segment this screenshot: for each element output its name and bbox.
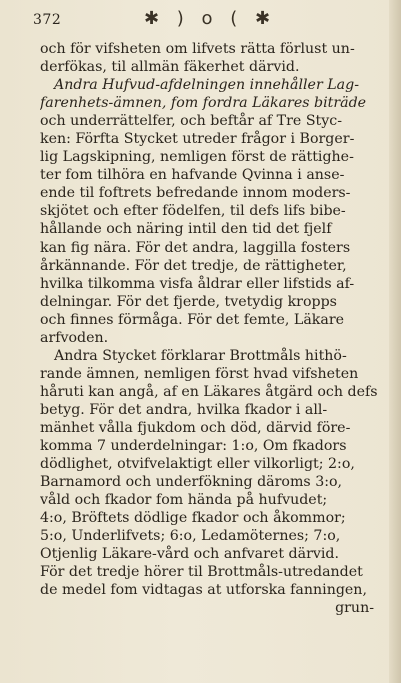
text-line: farenhets-ämnen, fom fordra Läkares biträde <box>40 95 367 112</box>
text-line: de medel fom vidtagas at utforska fanningen, <box>40 582 367 599</box>
text-line: betyg. För det andra, hvilka fkador i all- <box>40 401 328 418</box>
text-line: delningar. För det fjerde, tvetydig kropps <box>40 293 337 310</box>
text-line: årkännande. För det tredje, de rättigheter, <box>40 257 347 274</box>
text-line: hvilka tilkomma visfa åldrar eller lifstids af- <box>40 275 355 292</box>
page-edge <box>389 0 401 683</box>
text-line: rande ämnen, nemligen först hvad vifsheten <box>40 365 359 382</box>
text-line: komma 7 underdelningar: 1:o, Om fkadors <box>40 438 347 455</box>
text-line: och underrättelfer, och beftår af Tre Styc- <box>40 113 342 130</box>
text-line: 4:o, Bröftets dödlige fkador och åkommor; <box>40 510 346 527</box>
text-line: och för vifsheten om lifvets rätta förlust un- <box>40 41 355 57</box>
text-line: ter fom tilhöra en hafvande Qvinna i anse- <box>40 167 345 184</box>
text-line: våld och fkador fom hända på hufvudet; <box>40 492 328 509</box>
text-line: skjötet och efter födelfen, til defs lifs bibe- <box>40 203 346 220</box>
text-line: Barnamord och underfökning däroms 3:o, <box>40 474 343 491</box>
text-line: grun- <box>335 600 374 617</box>
page-number: 372 <box>33 12 62 28</box>
text-line: dödlighet, otvifvelaktigt eller vilkorligt; 2:o, <box>40 456 355 473</box>
text-line: derfökas, til allmän fäkerhet därvid. <box>40 59 300 76</box>
body-text <box>40 40 380 618</box>
text-line: Otjenlig Läkare-vård och anfvaret därvid. <box>40 546 339 563</box>
text-line: 5:o, Underlifvets; 6:o, Ledamöternes; 7:o, <box>40 528 341 545</box>
header-ornament: ✱ ) o ( ✱ <box>144 8 277 29</box>
text-line: hållande och näring intil den tid det fjelf <box>40 221 332 238</box>
text-line: kan fig nära. För det andra, laggilla fosters <box>40 239 351 256</box>
text-line: Andra Stycket förklarar Brottmåls hithö- <box>54 347 347 364</box>
text-line: För det tredje hörer til Brottmåls-utredandet <box>40 564 363 581</box>
text-line: håruti kan angå, af en Läkares åtgärd och defs <box>40 383 378 400</box>
text-line: ende til foftrets befredande innom moders- <box>40 185 351 202</box>
text-line: mänhet vålla fjukdom och död, därvid före- <box>40 419 351 436</box>
text-line: och finnes förmåga. För det femte, Läkare <box>40 311 345 328</box>
text-line: lig Lagskipning, nemligen först de rättighe- <box>40 149 354 166</box>
text-line: Andra Hufvud-afdelningen innehåller Lag- <box>54 77 359 94</box>
text-line: ken: Förfta Stycket utreder frågor i Borger- <box>40 131 355 148</box>
text-line: arfvoden. <box>40 329 109 346</box>
